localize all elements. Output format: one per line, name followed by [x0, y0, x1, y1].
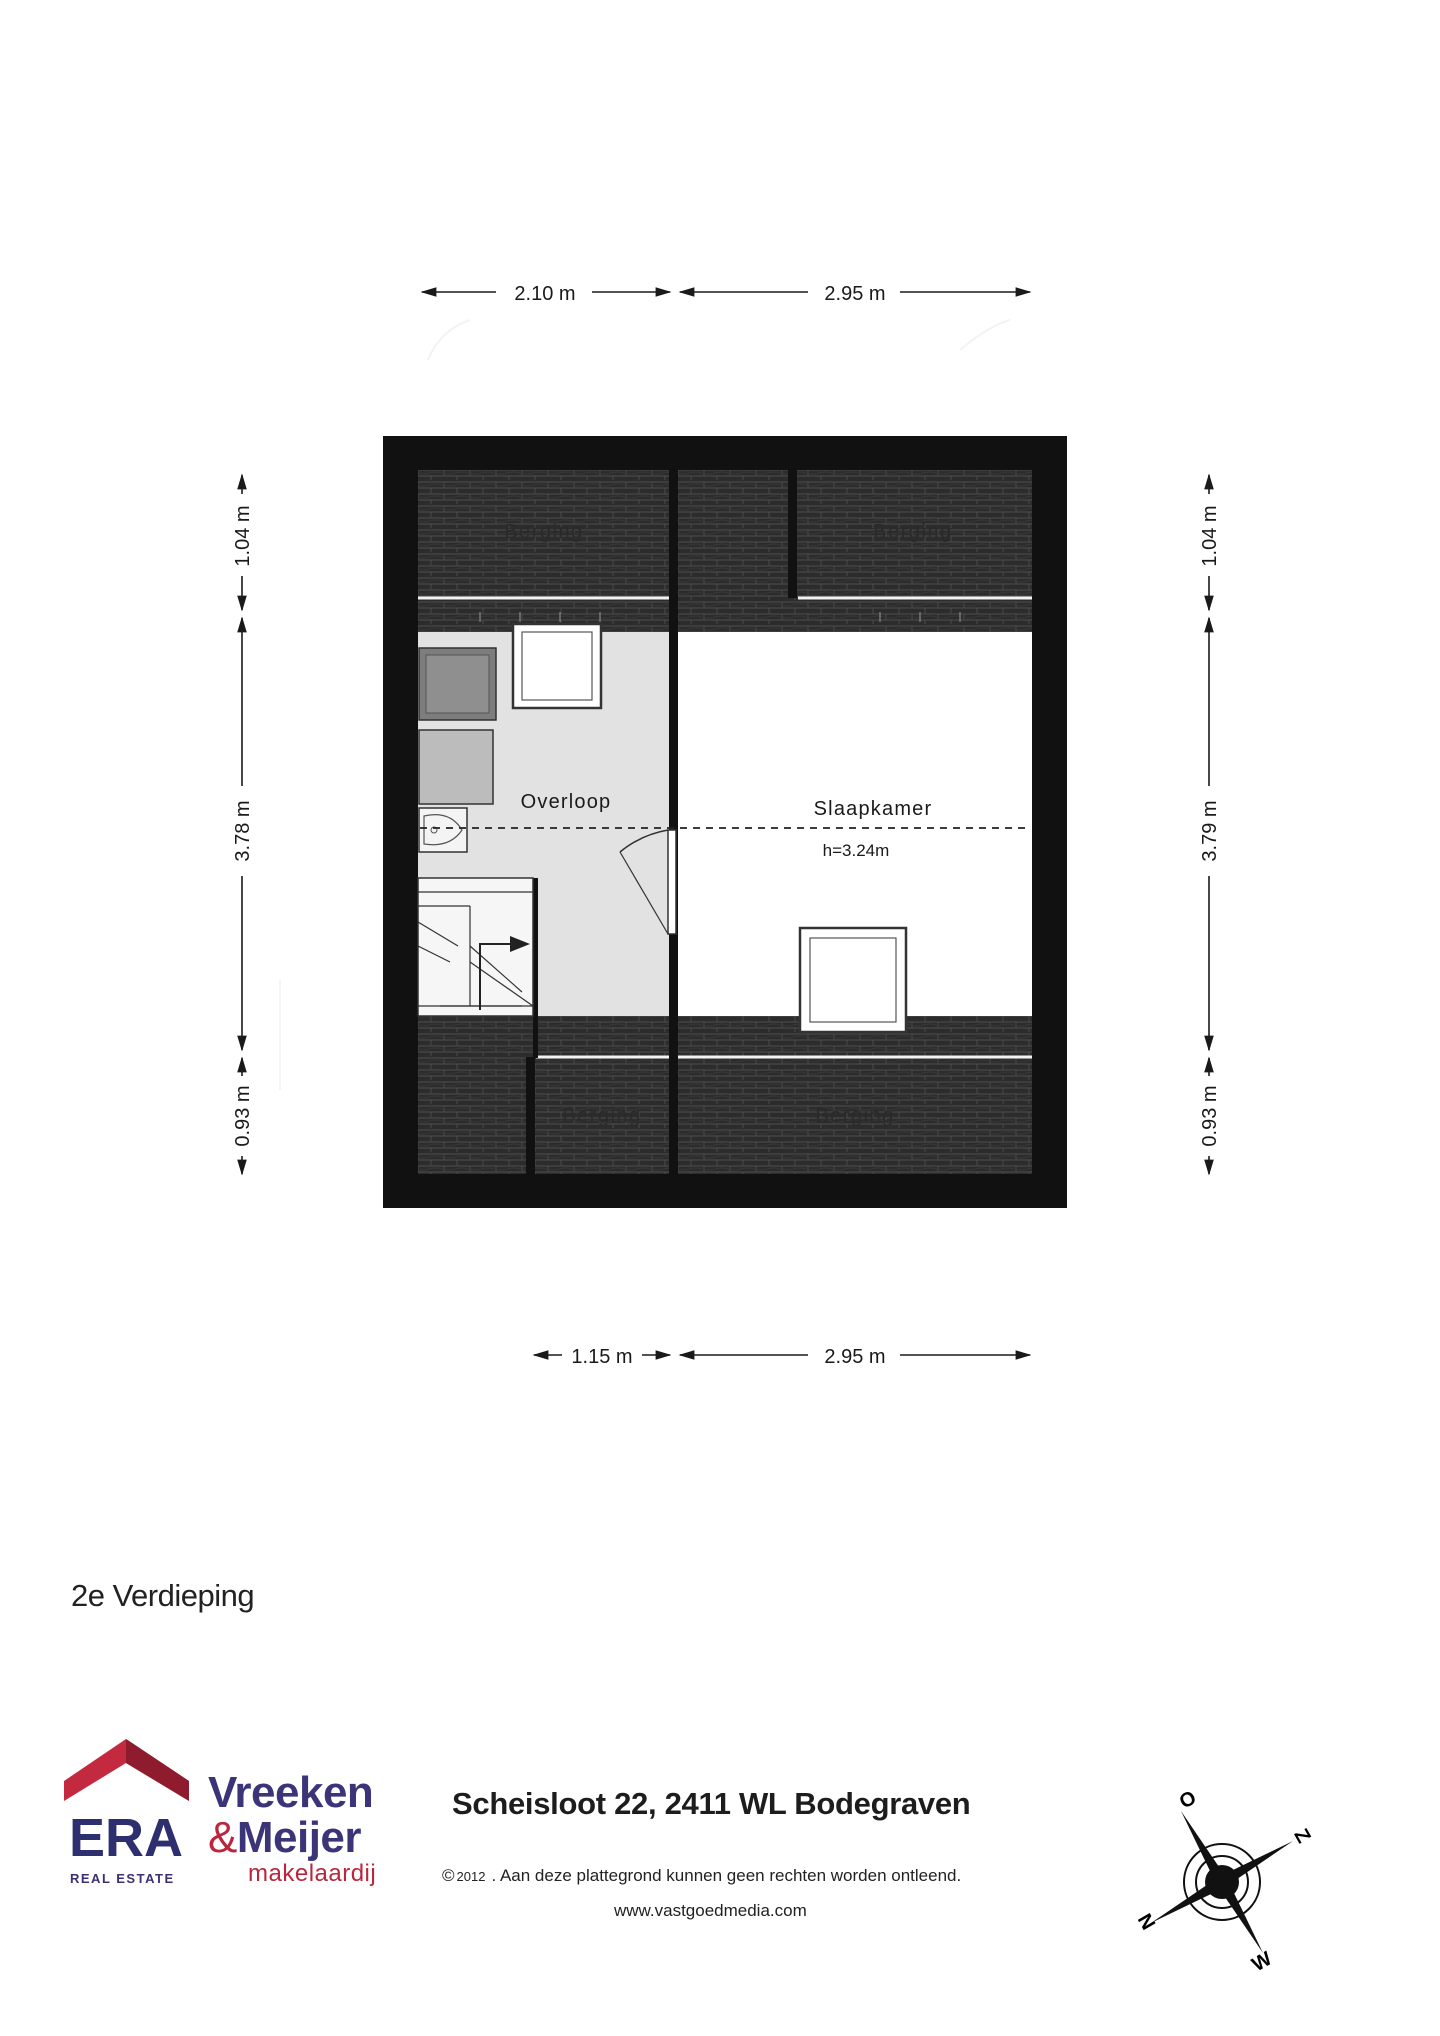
door-leaf[interactable] — [668, 830, 676, 934]
agency-name-meijer: Meijer — [236, 1813, 362, 1862]
compass-rose-icon — [1122, 1782, 1322, 1982]
dimension-left-top: 1.04 m — [232, 505, 254, 567]
dimension-top-left: 2.10 m — [514, 283, 576, 305]
disclaimer-text: . Aan deze plattegrond kunnen geen rechten worden ontleend. — [491, 1866, 962, 1885]
property-address: Scheisloot 22, 2411 WL Bodegraven — [452, 1786, 971, 1821]
dimension-top-right: 2.95 m — [824, 283, 886, 305]
website-link[interactable]: www.vastgoedmedia.com — [614, 1901, 807, 1920]
compass-label-south: Z — [1289, 1825, 1315, 1847]
compass-label-east: O — [1175, 1786, 1201, 1814]
agency-name-line2 — [208, 1813, 361, 1863]
dimension-bottom-right: 2.95 m — [824, 1346, 886, 1368]
room-label-berging-top-right: Berging — [873, 521, 953, 543]
dimension-right-middle: 3.79 m — [1199, 800, 1221, 862]
room-label-berging-top-left: Berging — [504, 521, 584, 543]
roof-tiles-top — [418, 470, 1032, 632]
dimension-bottom-left: 1.15 m — [571, 1346, 633, 1368]
skylight-overloop — [513, 624, 601, 708]
era-logo — [64, 1735, 189, 1885]
dryer-icon — [419, 730, 493, 804]
copyright-year: 2012 — [456, 1869, 486, 1884]
sink-icon — [419, 808, 467, 852]
skylight-slaapkamer — [800, 928, 906, 1032]
ceiling-height-label: h=3.24m — [822, 841, 890, 860]
room-label-overloop: Overloop — [520, 791, 612, 813]
floor-title: 2e Verdieping — [71, 1578, 255, 1613]
copyright-symbol: © — [442, 1866, 455, 1885]
disclaimer — [442, 1866, 961, 1886]
wall-center — [669, 470, 678, 1174]
dimension-right-bottom: 0.93 m — [1199, 1085, 1221, 1147]
agency-subtitle: makelaardij — [248, 1860, 377, 1887]
room-label-slaapkamer: Slaapkamer — [813, 798, 933, 820]
compass-label-north: N — [1132, 1910, 1160, 1934]
agency-name-line1: Vreeken — [208, 1768, 374, 1817]
wall-top-right-stub — [788, 470, 797, 598]
dimension-right-top: 1.04 m — [1199, 505, 1221, 567]
era-subtitle: REAL ESTATE — [70, 1871, 175, 1886]
era-logo-text: ERA — [68, 1808, 184, 1868]
dimension-left-middle: 3.78 m — [232, 800, 254, 862]
compass-label-west: W — [1248, 1947, 1276, 1977]
roof-tiles-bottom — [418, 1016, 1032, 1174]
room-label-berging-bottom-right: Berging — [815, 1105, 895, 1127]
room-label-berging-bottom-left: Berging — [562, 1105, 642, 1127]
dimension-left-bottom: 0.93 m — [232, 1085, 254, 1147]
wall-bottom-left-stub — [526, 1057, 535, 1174]
agency-ampersand: & — [208, 1813, 237, 1862]
